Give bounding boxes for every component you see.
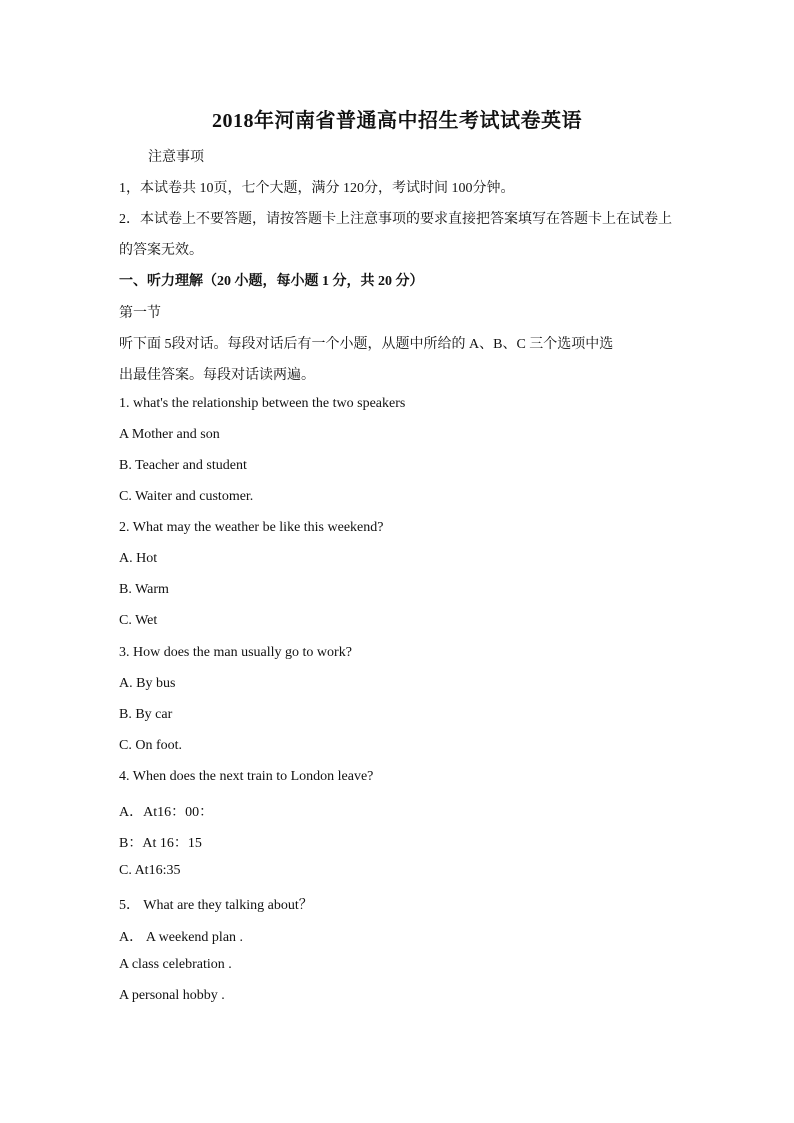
notice-item-1: 1，本试卷共 10页，七个大题，满分 120分，考试时间 100分钟。: [119, 181, 515, 196]
question-2: 2. What may the weather be like this weekend?: [119, 520, 384, 535]
question-1-option-b: B. Teacher and student: [119, 458, 247, 473]
question-3: 3. How does the man usually go to work?: [119, 645, 352, 660]
question-4-option-a: A．At16：00：: [119, 805, 214, 820]
notice-item-2-line-2: 的答案无效。: [119, 243, 203, 258]
question-4: 4. When does the next train to London leave?: [119, 769, 374, 784]
question-5: 5． What are they talking about？: [119, 898, 313, 913]
question-5-option-a: A． A weekend plan .: [119, 930, 244, 945]
question-2-option-a: A. Hot: [119, 551, 158, 566]
question-2-option-b: B. Warm: [119, 582, 169, 597]
question-3-option-c: C. On foot.: [119, 738, 182, 753]
instruction-line-2: 出最佳答案。每段对话读两遍。: [119, 368, 315, 383]
question-2-option-c: C. Wet: [119, 613, 158, 628]
instruction-line-1: 听下面 5段对话。每段对话后有一个小题，从题中所给的 A、B、C 三个选项中选: [119, 337, 614, 352]
question-4-option-c: C. At16:35: [119, 863, 181, 878]
question-1-option-a: A Mother and son: [119, 427, 220, 442]
section-heading: 一、听力理解（20 小题，每小题 1 分，共 20 分）: [119, 274, 424, 289]
question-1-option-c: C. Waiter and customer.: [119, 489, 254, 504]
part-heading: 第一节: [119, 306, 161, 321]
question-3-option-a: A. By bus: [119, 676, 176, 691]
question-3-option-b: B. By car: [119, 707, 173, 722]
question-5-option-b: A class celebration .: [119, 957, 232, 972]
question-5-option-c: A personal hobby .: [119, 988, 225, 1003]
question-1: 1. what's the relationship between the two speakers: [119, 396, 406, 411]
notice-item-2-line-1: 2．本试卷上不要答题，请按答题卡上注意事项的要求直接把答案填写在答题卡上在试卷上: [119, 212, 672, 227]
notice-heading: 注意事项: [148, 150, 204, 165]
question-4-option-b: B：At 16：15: [119, 836, 202, 851]
page-title: 2018年河南省普通高中招生考试试卷英语: [212, 110, 582, 132]
